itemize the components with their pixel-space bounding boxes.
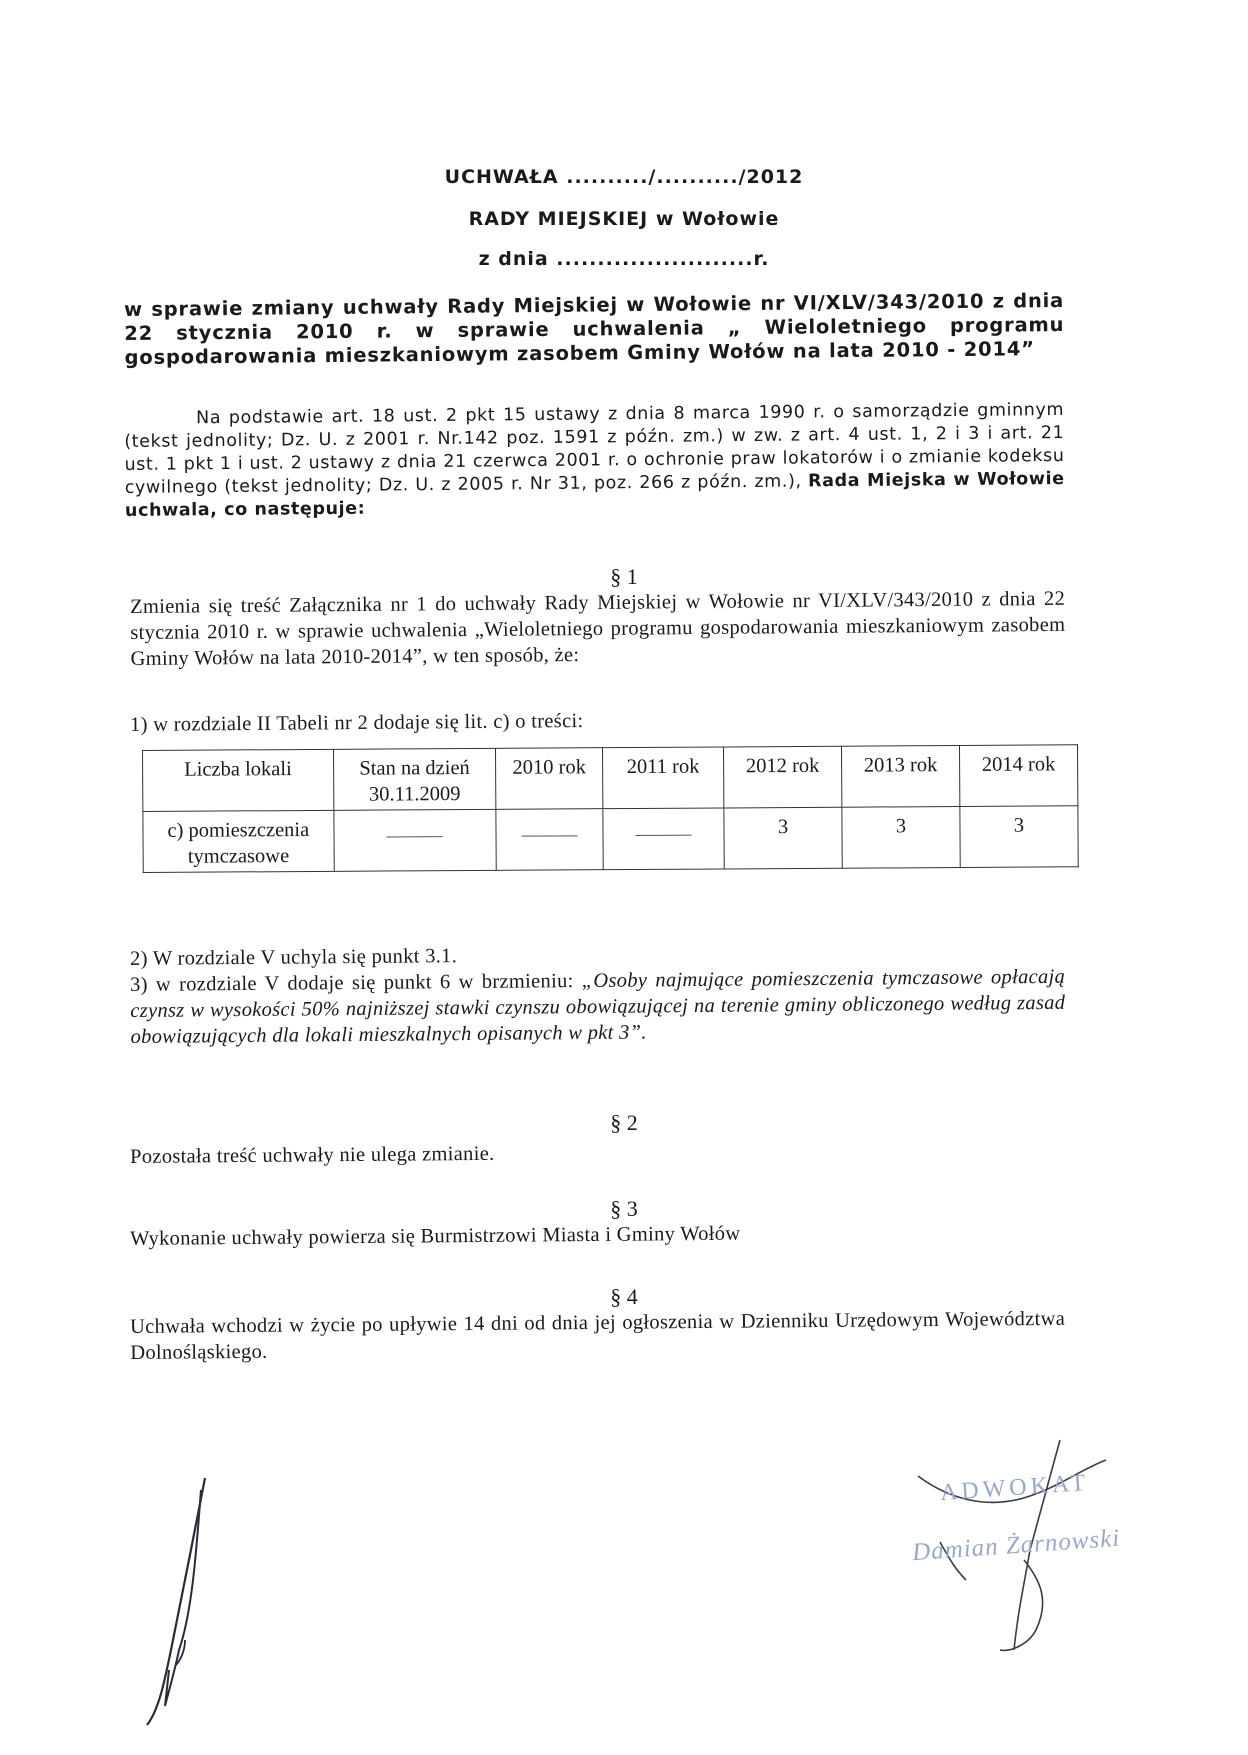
dash-mark	[636, 835, 692, 836]
section-4-text: Uchwała wchodzi w życie po upływie 14 dni od dnia jej ogłoszenia w Dzienniku Urzędowym Województwa Dolnośląskiego.	[130, 1307, 1066, 1364]
item-3-prefix: 3) w rozdziale V dodaje się punkt 6 w brzmieniu:	[130, 970, 582, 996]
section-1-heading: § 1	[610, 564, 638, 589]
table-header-row	[143, 745, 1078, 812]
stamp-name: Damian Żarnowski	[911, 1524, 1122, 1567]
legal-basis-text: Na podstawie art. 18 ust. 2 pkt 15 ustawy z dnia 8 marca 1990 r. o samorządzie gminnym (tekst jednolity; Dz. U. z 2001 r. Nr.142 poz. 1591 z późn. zm.) w zw. z art. 4 ust. 1, 2 i 3 i art. 21 ust. 1 pkt 1 i ust. 2 ustawy z dnia 21 czerwca 2001 r. o ochronie praw lokatorów i o zmianie kodeksu cywilnego (tekst jednolity; Dz. U. z 2005 r. Nr 31, poz. 266 z późn. zm.),	[124, 399, 1065, 498]
table-cell: 3	[842, 807, 960, 869]
table-cell: 3	[724, 807, 842, 869]
table-row	[143, 806, 1078, 873]
section-3-text: Wykonanie uchwały powierza się Burmistrzowi Miasta i Gminy Wołów	[130, 1222, 741, 1250]
legal-basis-bold: Rada Miejska w Wołowie uchwala, co następuje:	[124, 468, 1065, 521]
handwritten-signature	[135, 1470, 225, 1730]
table-cell-empty	[334, 809, 497, 871]
table-header: 2011 rok	[602, 747, 724, 809]
dash-mark	[387, 836, 443, 837]
section-3-heading: § 3	[610, 1196, 638, 1221]
premises-table	[142, 744, 1079, 873]
table-header: 2012 rok	[724, 746, 842, 808]
section-1-text: Zmienia się treść Załącznika nr 1 do uchwały Rady Miejskiej w Wołowie nr VI/XLV/343/2010 z dnia 22 stycznia 2010 r. w sprawie uchwalenia „Wieloletniego programu gospodarowania mieszkaniowym zasobem Gminy Wołów na lata 2010-2014”, w ten sposób, że:	[130, 587, 1066, 670]
table-header: 2010 rok	[496, 748, 603, 810]
resolution-number: UCHWAŁA ........../........../2012	[444, 166, 804, 188]
table-cell-empty	[603, 808, 725, 870]
item-3-quote: „Osoby najmujące pomieszczenia tymczasowe opłacają czynsz w wysokości 50% najniższej stawki czynszu obowiązującej na terenie gminy obliczonego według zasad obowiązujących dla lokali mieszkalnych opisanych w pkt 3”.	[130, 965, 1066, 1048]
table-header: 2014 rok	[959, 745, 1077, 807]
issuing-council: RADY MIEJSKIEJ w Wołowie	[468, 208, 780, 230]
section-2-text: Pozostała treść uchwały nie ulega zmianie.	[130, 1142, 495, 1168]
section-1-item-2: 2) W rozdziale V uchyla się punkt 3.1.	[130, 945, 458, 970]
table-row-label: c) pomieszczenia tymczasowe	[143, 810, 334, 872]
table-cell-empty	[496, 809, 603, 871]
dash-mark	[522, 835, 578, 836]
table-cell: 3	[960, 806, 1078, 868]
resolution-subject: w sprawie zmiany uchwały Rady Miejskiej w Wołowie nr VI/XLV/343/2010 z dnia 22 stycznia 2010 r. w sprawie uchwalenia „ Wieloletniego programu gospodarowania mieszkaniowym zasobem Gminy Wołów na lata 2010 - 2014”	[124, 288, 1065, 369]
legal-basis	[124, 399, 1065, 523]
resolution-date: z dnia ........................r.	[478, 248, 770, 270]
section-4-heading: § 4	[610, 1284, 638, 1309]
table-header: 2013 rok	[842, 746, 960, 808]
section-2-heading: § 2	[610, 1110, 638, 1135]
table-header: Liczba lokali	[143, 749, 334, 811]
section-1-item-1: 1) w rozdziale II Tabeli nr 2 dodaje się lit. c) o treści:	[130, 710, 584, 736]
table-header: Stan na dzień 30.11.2009	[333, 748, 496, 810]
section-1-item-3	[130, 964, 1066, 1050]
stamp-title: ADWOKAT	[939, 1469, 1091, 1507]
